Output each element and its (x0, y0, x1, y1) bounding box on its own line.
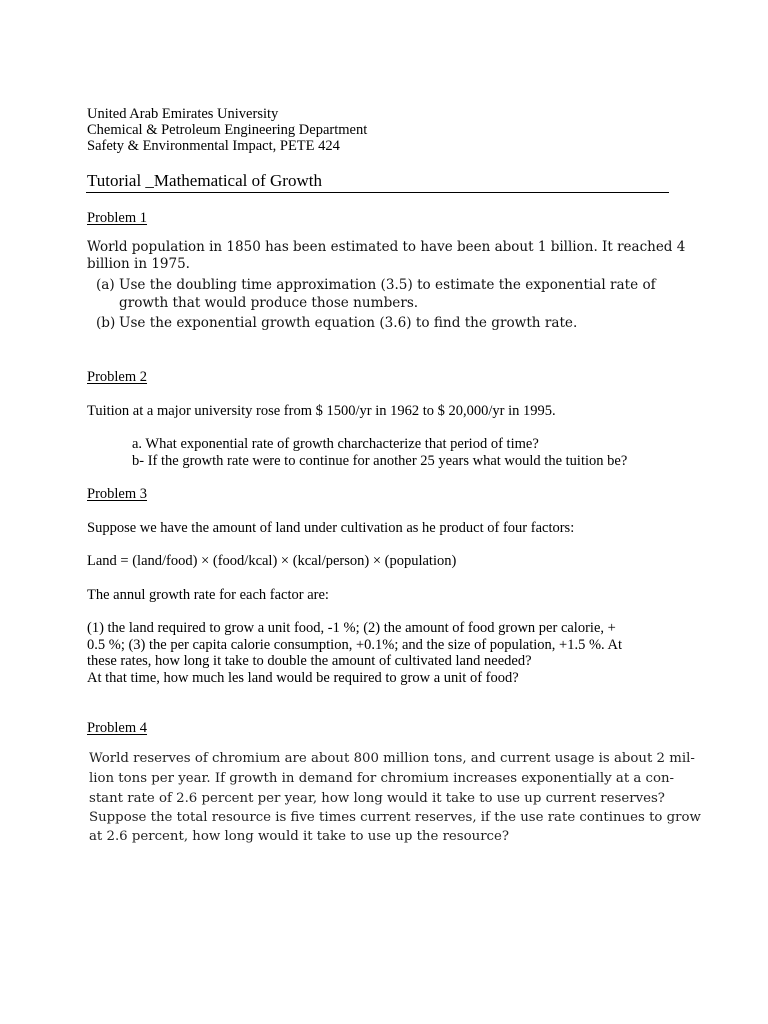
problem3-paragraph-line3: these rates, how long it take to double the amount of cultivated land needed? (87, 653, 532, 669)
problem3-paragraph-line2: 0.5 %; (3) the per capita calorie consumption, +0.1%; and the size of population, +1.5 %. At (87, 637, 622, 653)
problem3-equation: Land = (land/food) × (food/kcal) × (kcal/person) × (population) (87, 553, 457, 569)
problem4-line5: at 2.6 percent, how long would it take to use up the resource? (89, 829, 509, 844)
problem2-part-b: b- If the growth rate were to continue for another 25 years what would the tuition be? (132, 453, 628, 469)
problem3-heading: Problem 3 (87, 486, 148, 502)
problem2-part-a: a. What exponential rate of growth charchacterize that period of time? (132, 436, 539, 452)
problem1-part-b-line1: Use the exponential growth equation (3.6) to find the growth rate. (119, 315, 578, 331)
problem2-intro: Tuition at a major university rose from $ 1500/yr in 1962 to $ 20,000/yr in 1995. (87, 403, 556, 419)
university-name: United Arab Emirates University (87, 106, 279, 122)
problem4-line3: stant rate of 2.6 percent per year, how long would it take to use up current reserves? (89, 791, 665, 806)
problem1-heading: Problem 1 (87, 210, 148, 226)
problem3-intro: Suppose we have the amount of land under cultivation as he product of four factors: (87, 520, 575, 536)
problem1-part-b-label: (b) (96, 315, 116, 331)
problem1-line1: World population in 1850 has been estimated to have been about 1 billion. It reached 4 (87, 239, 686, 255)
problem2-heading: Problem 2 (87, 369, 148, 385)
problem3-paragraph-line4: At that time, how much les land would be required to grow a unit of food? (87, 670, 519, 686)
problem4-line2: lion tons per year. If growth in demand for chromium increases exponentially at a con- (89, 771, 675, 786)
course-name: Safety & Environmental Impact, PETE 424 (87, 138, 340, 154)
title-underline (86, 192, 669, 193)
problem3-rates-intro: The annul growth rate for each factor are: (87, 587, 329, 603)
document-title: Tutorial _Mathematical of Growth (87, 171, 322, 190)
problem1-line2: billion in 1975. (87, 256, 190, 272)
problem1-part-a-label: (a) (96, 277, 115, 293)
department-name: Chemical & Petroleum Engineering Department (87, 122, 368, 138)
problem1-part-a-line2: growth that would produce those numbers. (119, 295, 419, 311)
problem4-heading: Problem 4 (87, 720, 148, 736)
problem4-line1: World reserves of chromium are about 800 million tons, and current usage is about 2 mil- (89, 751, 695, 766)
problem1-part-a-line1: Use the doubling time approximation (3.5) to estimate the exponential rate of (119, 277, 656, 293)
problem4-line4: Suppose the total resource is five times current reserves, if the use rate continues to grow (89, 810, 701, 825)
problem3-paragraph-line1: (1) the land required to grow a unit food, -1 %; (2) the amount of food grown per calorie, + (87, 620, 616, 636)
